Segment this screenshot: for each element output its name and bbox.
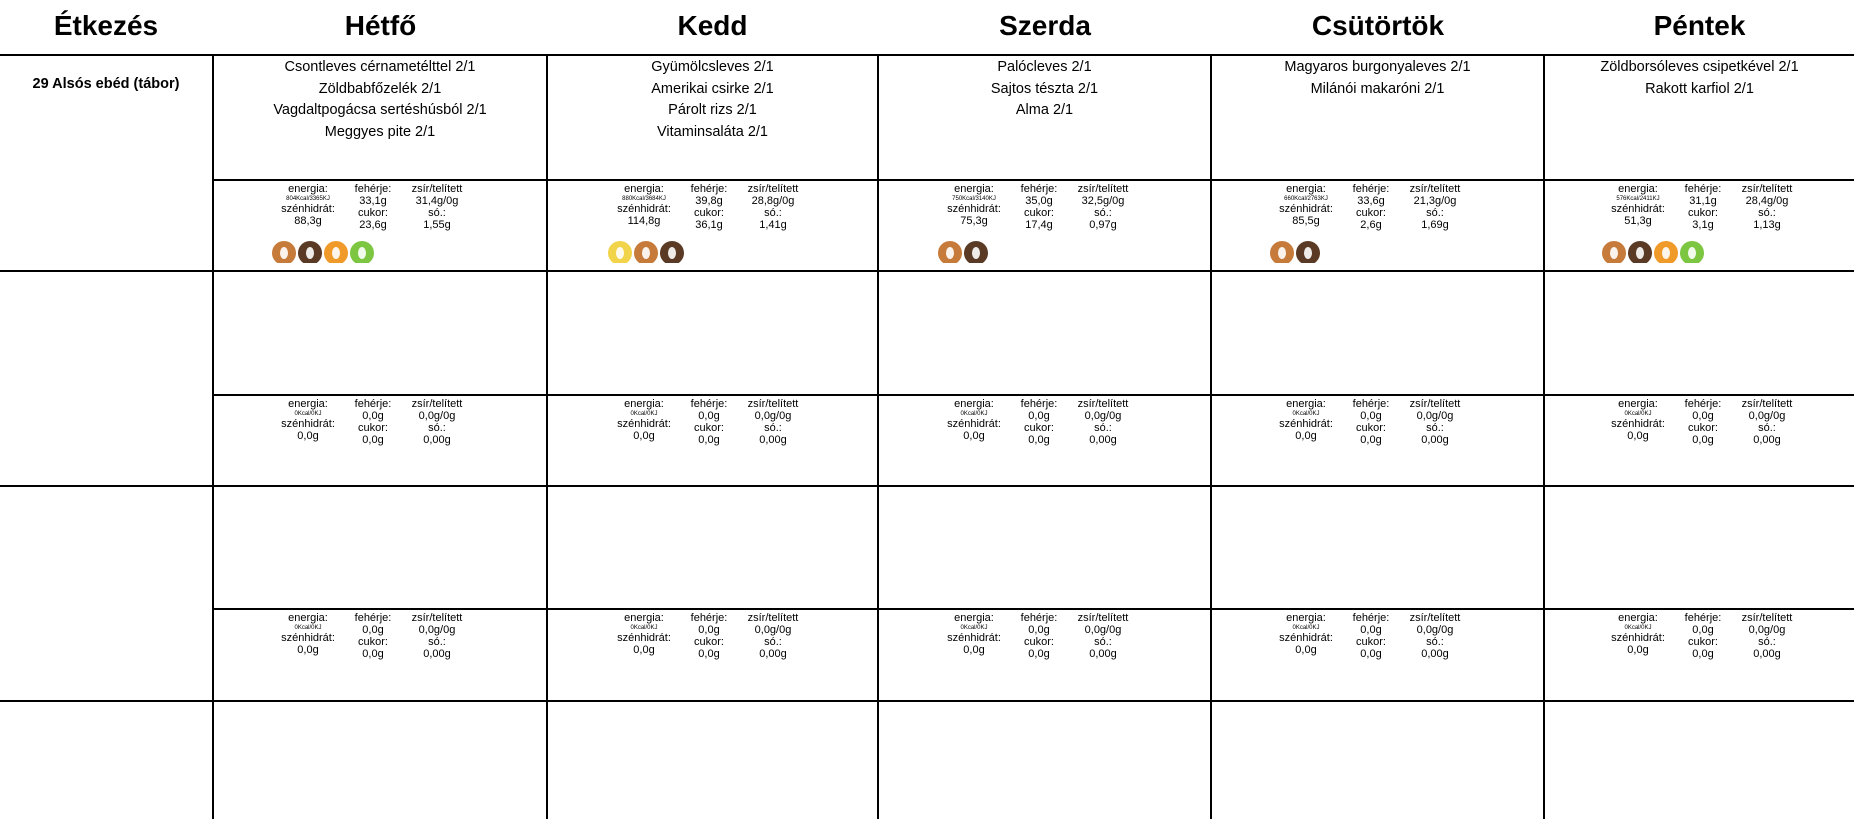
energia-label: energia: (624, 398, 664, 410)
zsir-value: 21,3g/0g (1413, 195, 1457, 207)
so-label: só.: (764, 636, 782, 648)
menu-cell-monday (214, 57, 546, 143)
cukor-value: 0,0g (1028, 648, 1050, 660)
szenhidrat-label: szénhidrát: (1611, 418, 1665, 430)
energia-value: 0Kcal/0KJ (294, 411, 322, 417)
zsir-value: 0,0g/0g (1748, 410, 1786, 422)
grid-line (1543, 54, 1545, 819)
zsir-label: zsír/telített (1741, 398, 1793, 410)
cukor-label: cukor: (694, 422, 724, 434)
header-day-friday: Péntek (1653, 10, 1746, 41)
feherje-label: fehérje: (1352, 398, 1390, 410)
energia-label: energia: (1618, 612, 1658, 624)
nutrition-block-tuesday (608, 612, 838, 692)
szenhidrat-value: 75,3g (960, 215, 988, 227)
energia-label: energia: (624, 612, 664, 624)
cukor-value: 23,6g (359, 219, 387, 231)
zsir-value: 0,0g/0g (1416, 410, 1454, 422)
so-value: 0,00g (1421, 648, 1449, 660)
so-label: só.: (1094, 422, 1112, 434)
energia-value: 576Kcal/2411KJ (1616, 196, 1660, 202)
allergen-icons (272, 241, 376, 263)
cukor-value: 0,0g (1360, 648, 1382, 660)
so-label: só.: (764, 207, 782, 219)
szenhidrat-label: szénhidrát: (617, 418, 671, 430)
szenhidrat-value: 0,0g (963, 644, 985, 656)
so-value: 0,00g (759, 434, 787, 446)
menu-item: Amerikai csirke 2/1 (651, 80, 774, 97)
gluten-icon (938, 241, 962, 263)
feherje-label: fehérje: (1352, 612, 1390, 624)
energia-value: 660Kcal/2763KJ (1284, 196, 1328, 202)
zsir-label: zsír/telített (1741, 183, 1793, 195)
grid-line (212, 54, 214, 819)
feherje-label: fehérje: (1020, 398, 1058, 410)
menu-item: Alma 2/1 (1015, 102, 1074, 118)
zsir-value: 28,8g/0g (751, 195, 795, 207)
nutrition-block-wednesday (938, 398, 1168, 478)
allergen-icons (1270, 241, 1322, 263)
menu-item: Palócleves 2/1 (997, 59, 1092, 75)
nutrition-block-tuesday (608, 398, 838, 478)
menu-item: Párolt rizs 2/1 (668, 102, 757, 118)
feherje-label: fehérje: (1684, 398, 1722, 410)
nutrition-block-thursday (1270, 398, 1500, 478)
cukor-label: cukor: (1024, 422, 1054, 434)
menu-item: Csontleves cérnametélttel 2/1 (284, 59, 476, 75)
szenhidrat-label: szénhidrát: (947, 203, 1001, 215)
so-label: só.: (1426, 422, 1444, 434)
milk-icon (298, 241, 322, 263)
zsir-label: zsír/telített (411, 398, 463, 410)
gluten-icon (634, 241, 658, 263)
szenhidrat-value: 0,0g (297, 644, 319, 656)
energia-label: energia: (954, 398, 994, 410)
szenhidrat-value: 88,3g (294, 215, 322, 227)
cukor-label: cukor: (358, 422, 388, 434)
feherje-label: fehérje: (1684, 183, 1722, 195)
menu-cell-thursday (1212, 57, 1543, 100)
szenhidrat-value: 51,3g (1624, 215, 1652, 227)
grid-line (212, 608, 1854, 610)
feherje-label: fehérje: (354, 398, 392, 410)
szenhidrat-value: 0,0g (1295, 430, 1317, 442)
menu-item: Rakott karfiol 2/1 (1645, 80, 1754, 97)
menu-cell-wednesday (879, 57, 1210, 122)
menu-cell-friday (1545, 57, 1854, 100)
cukor-label: cukor: (1024, 636, 1054, 648)
so-value: 1,55g (423, 219, 451, 231)
nutrition-block-friday (1602, 183, 1832, 263)
nutrition-block-wednesday (938, 183, 1168, 263)
szenhidrat-label: szénhidrát: (1611, 203, 1665, 215)
szenhidrat-label: szénhidrát: (1279, 418, 1333, 430)
nutrition-block-thursday (1270, 183, 1500, 263)
szenhidrat-value: 114,8g (627, 215, 661, 227)
so-value: 0,00g (1089, 648, 1117, 660)
szenhidrat-label: szénhidrát: (281, 632, 335, 644)
zsir-label: zsír/telített (1741, 612, 1793, 624)
so-value: 0,00g (1089, 434, 1117, 446)
feherje-label: fehérje: (1020, 612, 1058, 624)
szenhidrat-label: szénhidrát: (1279, 632, 1333, 644)
cukor-value: 0,0g (698, 434, 720, 446)
zsir-value: 0,0g/0g (754, 624, 792, 636)
cukor-label: cukor: (1024, 207, 1054, 219)
energia-value: 0Kcal/0KJ (1624, 411, 1652, 417)
cukor-label: cukor: (358, 207, 388, 219)
celery-icon (350, 241, 374, 263)
cukor-value: 3,1g (1692, 219, 1714, 231)
so-label: só.: (1094, 636, 1112, 648)
szenhidrat-label: szénhidrát: (947, 632, 1001, 644)
allergen-icons (938, 241, 990, 263)
energia-value: 0Kcal/0KJ (630, 625, 658, 631)
cukor-value: 17,4g (1025, 219, 1053, 231)
zsir-label: zsír/telített (1077, 183, 1129, 195)
zsir-label: zsír/telített (1077, 398, 1129, 410)
grid-line (546, 54, 548, 819)
feherje-value: 39,8g (695, 195, 723, 207)
feherje-value: 0,0g (698, 624, 720, 636)
zsir-value: 31,4g/0g (415, 195, 459, 207)
szenhidrat-label: szénhidrát: (947, 418, 1001, 430)
so-value: 1,41g (759, 219, 787, 231)
cukor-label: cukor: (1356, 422, 1386, 434)
zsir-value: 0,0g/0g (1416, 624, 1454, 636)
header-day-thursday: Csütörtök (1311, 10, 1445, 41)
zsir-label: zsír/telített (1409, 398, 1461, 410)
so-value: 0,00g (759, 648, 787, 660)
zsir-value: 0,0g/0g (418, 410, 456, 422)
energia-label: energia: (1618, 398, 1658, 410)
feherje-value: 0,0g (1360, 624, 1382, 636)
so-label: só.: (764, 422, 782, 434)
energia-value: 750Kcal/3140KJ (952, 196, 996, 202)
energia-value: 804Kcal/3365KJ (286, 196, 330, 202)
cukor-value: 0,0g (1692, 434, 1714, 446)
so-label: só.: (1426, 207, 1444, 219)
cukor-label: cukor: (1688, 636, 1718, 648)
feherje-value: 0,0g (1360, 410, 1382, 422)
nutrition-block-friday (1602, 398, 1832, 478)
so-label: só.: (1758, 207, 1776, 219)
feherje-value: 33,1g (359, 195, 387, 207)
cukor-label: cukor: (1688, 422, 1718, 434)
feherje-value: 33,6g (1357, 195, 1385, 207)
szenhidrat-value: 85,5g (1292, 215, 1320, 227)
szenhidrat-value: 0,0g (1627, 430, 1649, 442)
so-label: só.: (1426, 636, 1444, 648)
szenhidrat-value: 0,0g (633, 644, 655, 656)
menu-item: Gyümölcsleves 2/1 (651, 59, 774, 75)
energia-label: energia: (1286, 183, 1326, 195)
milk-icon (1296, 241, 1320, 263)
energia-value: 0Kcal/0KJ (630, 411, 658, 417)
gluten-icon (1270, 241, 1294, 263)
so-value: 0,00g (423, 434, 451, 446)
zsir-label: zsír/telített (1409, 612, 1461, 624)
energia-value: 0Kcal/0KJ (960, 411, 988, 417)
szenhidrat-value: 0,0g (963, 430, 985, 442)
cukor-label: cukor: (1688, 207, 1718, 219)
zsir-value: 0,0g/0g (1748, 624, 1786, 636)
energia-label: energia: (624, 183, 664, 195)
zsir-label: zsír/telített (747, 398, 799, 410)
feherje-value: 0,0g (698, 410, 720, 422)
szenhidrat-label: szénhidrát: (281, 203, 335, 215)
energia-value: 0Kcal/0KJ (1292, 625, 1320, 631)
grid-line (0, 270, 1854, 272)
so-value: 1,69g (1421, 219, 1449, 231)
szenhidrat-label: szénhidrát: (1611, 632, 1665, 644)
feherje-value: 35,0g (1025, 195, 1053, 207)
cukor-label: cukor: (694, 636, 724, 648)
energia-label: energia: (1286, 612, 1326, 624)
feherje-label: fehérje: (354, 612, 392, 624)
so-value: 1,13g (1753, 219, 1781, 231)
szenhidrat-label: szénhidrát: (617, 632, 671, 644)
feherje-label: fehérje: (1020, 183, 1058, 195)
celery-icon (1680, 241, 1704, 263)
so-value: 0,00g (1753, 434, 1781, 446)
so-label: só.: (428, 636, 446, 648)
cukor-value: 0,0g (362, 434, 384, 446)
so-value: 0,00g (1421, 434, 1449, 446)
energia-label: energia: (288, 183, 328, 195)
szenhidrat-value: 0,0g (633, 430, 655, 442)
zsir-value: 0,0g/0g (754, 410, 792, 422)
feherje-label: fehérje: (1352, 183, 1390, 195)
grid-line (212, 394, 1854, 396)
so-label: só.: (1758, 422, 1776, 434)
feherje-label: fehérje: (690, 398, 728, 410)
menu-item: Zöldborsóleves csipetkével 2/1 (1600, 59, 1799, 75)
header-day-monday: Hétfő (344, 10, 417, 41)
feherje-value: 0,0g (1692, 410, 1714, 422)
energia-label: energia: (954, 612, 994, 624)
zsir-label: zsír/telített (411, 612, 463, 624)
grid-line (0, 485, 1854, 487)
nutrition-block-monday (272, 183, 502, 263)
feherje-label: fehérje: (690, 183, 728, 195)
energia-label: energia: (1618, 183, 1658, 195)
cukor-value: 36,1g (695, 219, 723, 231)
energia-value: 0Kcal/0KJ (1624, 625, 1652, 631)
zsir-value: 0,0g/0g (1084, 410, 1122, 422)
szenhidrat-label: szénhidrát: (617, 203, 671, 215)
nutrition-block-wednesday (938, 612, 1168, 692)
so-value: 0,00g (1753, 648, 1781, 660)
energia-label: energia: (288, 398, 328, 410)
grid-line (1210, 54, 1212, 819)
zsir-label: zsír/telített (411, 183, 463, 195)
feherje-label: fehérje: (1684, 612, 1722, 624)
menu-item: Magyaros burgonyaleves 2/1 (1284, 59, 1471, 75)
nutrition-block-friday (1602, 612, 1832, 692)
cukor-value: 0,0g (1692, 648, 1714, 660)
cukor-value: 0,0g (1360, 434, 1382, 446)
zsir-value: 0,0g/0g (418, 624, 456, 636)
so-value: 0,97g (1089, 219, 1117, 231)
szenhidrat-label: szénhidrát: (1279, 203, 1333, 215)
header-day-tuesday: Kedd (677, 10, 748, 41)
cukor-label: cukor: (1356, 636, 1386, 648)
szenhidrat-value: 0,0g (297, 430, 319, 442)
grid-line (0, 54, 1854, 56)
energia-value: 0Kcal/0KJ (294, 625, 322, 631)
menu-item: Vagdaltpogácsa sertéshúsból 2/1 (273, 102, 487, 118)
zsir-label: zsír/telített (1077, 612, 1129, 624)
feherje-value: 0,0g (1028, 410, 1050, 422)
menu-item: Sajtos tészta 2/1 (990, 80, 1099, 97)
so-label: só.: (1758, 636, 1776, 648)
energia-label: energia: (288, 612, 328, 624)
so-label: só.: (428, 207, 446, 219)
zsir-label: zsír/telített (747, 183, 799, 195)
cukor-label: cukor: (358, 636, 388, 648)
egg-icon (1654, 241, 1678, 263)
menu-cell-tuesday (548, 57, 877, 143)
menu-item: Zöldbabfőzelék 2/1 (318, 80, 442, 97)
cukor-value: 2,6g (1360, 219, 1382, 231)
milk-icon (660, 241, 684, 263)
feherje-value: 0,0g (1028, 624, 1050, 636)
grid-line (0, 700, 1854, 702)
feherje-value: 0,0g (362, 410, 384, 422)
nutrition-block-monday (272, 612, 502, 692)
menu-item: Vitaminsaláta 2/1 (657, 123, 768, 140)
cukor-label: cukor: (694, 207, 724, 219)
cukor-value: 0,0g (1028, 434, 1050, 446)
header-day-wednesday: Szerda (999, 10, 1091, 41)
nutrition-block-monday (272, 398, 502, 478)
grid-line (877, 54, 879, 819)
gluten-icon (272, 241, 296, 263)
menu-item: Meggyes pite 2/1 (324, 123, 436, 140)
nutrition-block-thursday (1270, 612, 1500, 692)
energia-value: 880Kcal/3684KJ (622, 196, 666, 202)
milk-icon (1628, 241, 1652, 263)
soy-icon (608, 241, 632, 263)
zsir-value: 32,5g/0g (1081, 195, 1125, 207)
grid-line (212, 179, 1854, 181)
energia-value: 0Kcal/0KJ (960, 625, 988, 631)
energia-value: 0Kcal/0KJ (1292, 411, 1320, 417)
meal-row-label: 29 Alsós ebéd (tábor) (32, 76, 180, 92)
feherje-label: fehérje: (690, 612, 728, 624)
cukor-value: 0,0g (698, 648, 720, 660)
menu-item: Milánói makaróni 2/1 (1310, 80, 1445, 97)
feherje-value: 31,1g (1689, 195, 1717, 207)
zsir-value: 0,0g/0g (1084, 624, 1122, 636)
zsir-value: 28,4g/0g (1745, 195, 1789, 207)
cukor-value: 0,0g (362, 648, 384, 660)
feherje-value: 0,0g (1692, 624, 1714, 636)
szenhidrat-label: szénhidrát: (281, 418, 335, 430)
so-label: só.: (1094, 207, 1112, 219)
feherje-value: 0,0g (362, 624, 384, 636)
egg-icon (324, 241, 348, 263)
szenhidrat-value: 0,0g (1627, 644, 1649, 656)
energia-label: energia: (954, 183, 994, 195)
gluten-icon (1602, 241, 1626, 263)
zsir-label: zsír/telített (1409, 183, 1461, 195)
so-label: só.: (428, 422, 446, 434)
zsir-label: zsír/telített (747, 612, 799, 624)
cukor-label: cukor: (1356, 207, 1386, 219)
so-value: 0,00g (423, 648, 451, 660)
energia-label: energia: (1286, 398, 1326, 410)
feherje-label: fehérje: (354, 183, 392, 195)
allergen-icons (608, 241, 686, 263)
milk-icon (964, 241, 988, 263)
szenhidrat-value: 0,0g (1295, 644, 1317, 656)
allergen-icons (1602, 241, 1706, 263)
nutrition-block-tuesday (608, 183, 838, 263)
header-meal: Étkezés (53, 10, 159, 41)
